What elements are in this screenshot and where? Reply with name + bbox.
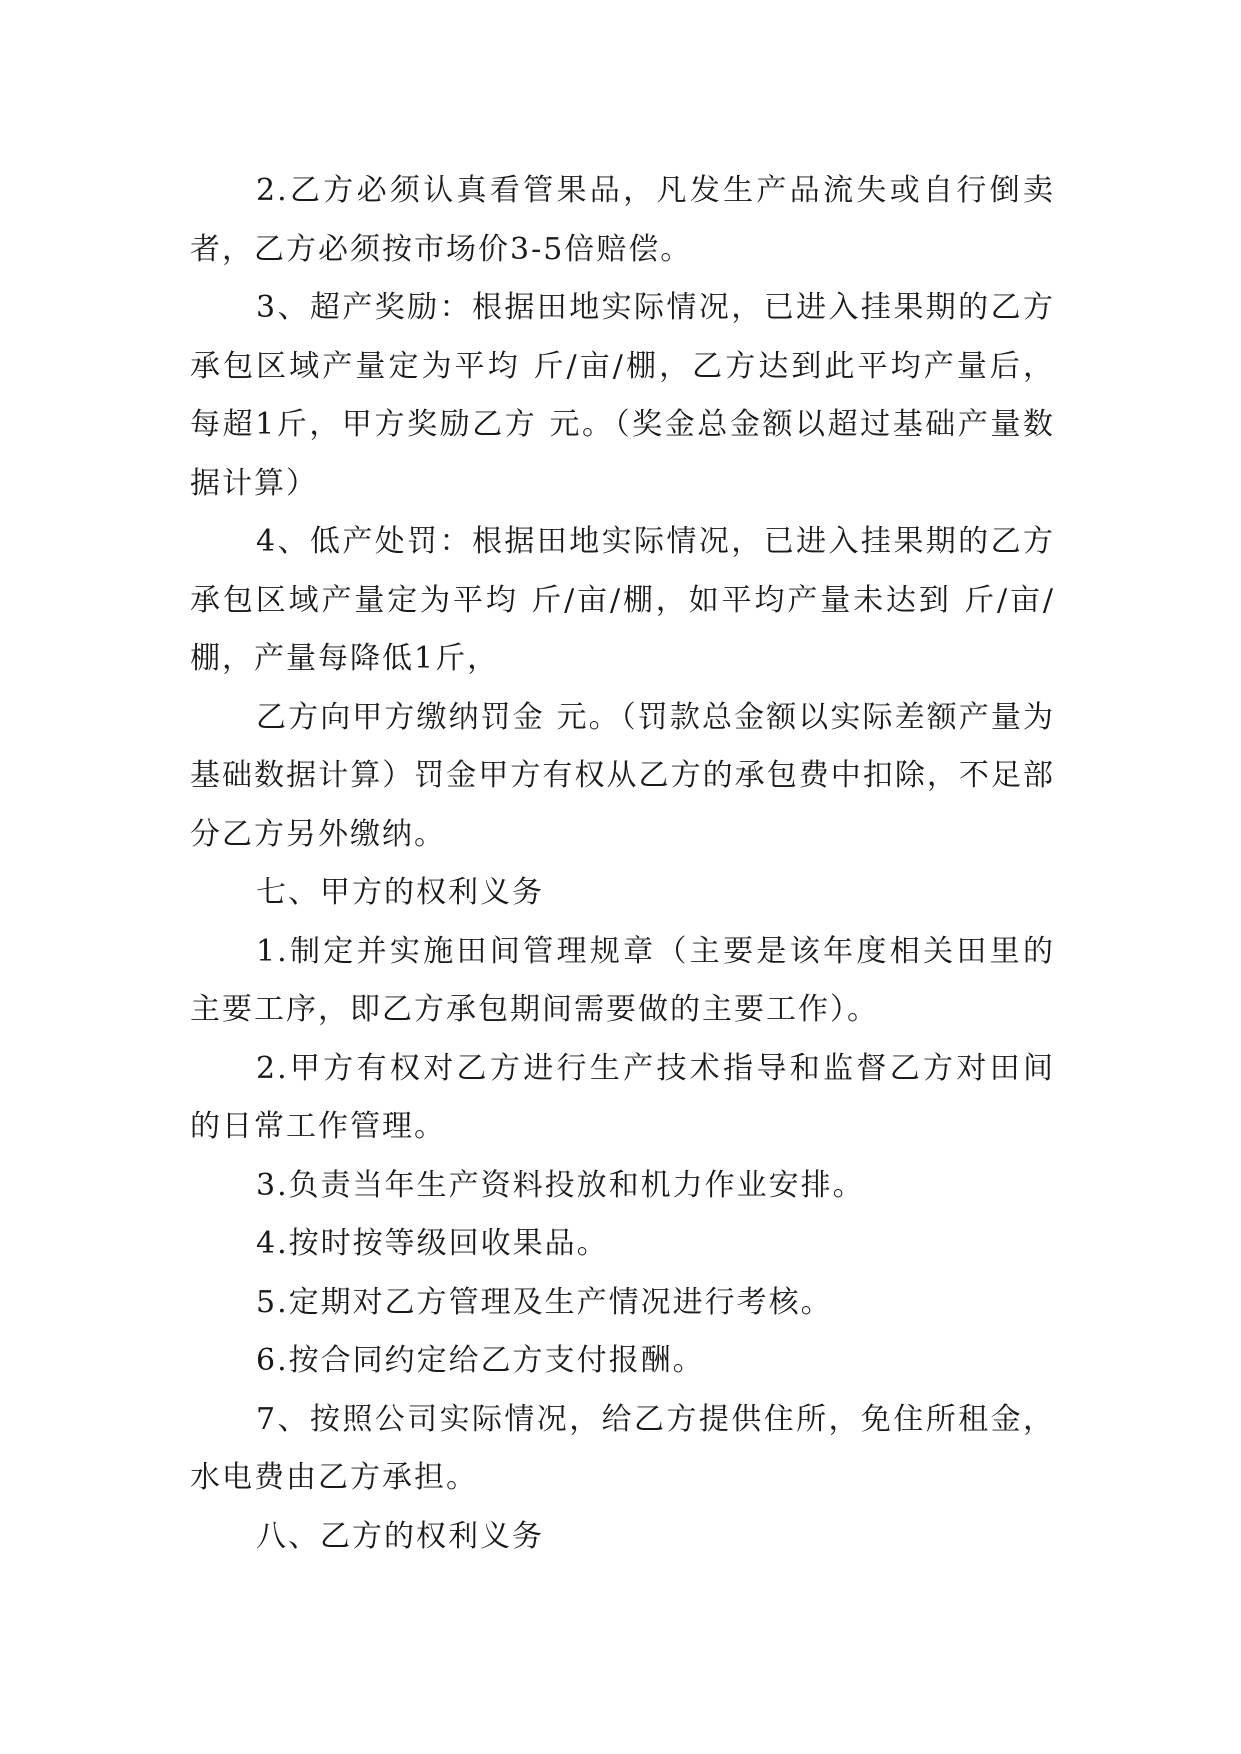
paragraph-party-a-item-2: 2.甲方有权对乙方进行生产技术指导和监督乙方对田间的日常工作管理。 <box>190 1050 1055 1144</box>
paragraph-low-yield-penalty: 4、低产处罚：根据田地实际情况，已进入挂果期的乙方承包区域产量定为平均 斤/亩/棚，如平均产量未达到 斤/亩/棚，产量每降低1斤， <box>190 524 1055 676</box>
paragraph-party-a-item-5: 5.定期对乙方管理及生产情况进行考核。 <box>256 1284 833 1320</box>
paragraph-overproduction-reward: 3、超产奖励：根据田地实际情况，已进入挂果期的乙方承包区域产量定为平均 斤/亩/棚，乙方达到此平均产量后，每超1斤，甲方奖励乙方 元。（奖金总金额以超过基础产量数据计算） <box>190 290 1055 501</box>
paragraph-party-a-item-1: 1.制定并实施田间管理规章（主要是该年度相关田里的主要工序，即乙方承包期间需要做的主要工作）。 <box>190 933 1055 1027</box>
section-heading-party-b: 八、乙方的权利义务 <box>256 1518 544 1554</box>
section-heading-party-a: 七、甲方的权利义务 <box>256 875 544 910</box>
paragraph-party-a-item-4: 4.按时按等级回收果品。 <box>256 1226 609 1261</box>
paragraph-party-a-item-3: 3.负责当年生产资料投放和机力作业安排。 <box>256 1167 865 1203</box>
document-body <box>190 162 1055 1566</box>
paragraph-penalty-payment: 乙方向甲方缴纳罚金 元。（罚款总金额以实际差额产量为基础数据计算）罚金甲方有权从乙方的承包费中扣除，不足部分乙方另外缴纳。 <box>190 699 1055 852</box>
paragraph-clause-2: 2.乙方必须认真看管果品，凡发生产品流失或自行倒卖者，乙方必须按市场价3-5倍赔偿。 <box>190 173 1055 267</box>
paragraph-party-a-item-7: 7、按照公司实际情况，给乙方提供住所，免住所租金，水电费由乙方承担。 <box>190 1401 1055 1495</box>
paragraph-party-a-item-6: 6.按合同约定给乙方支付报酬。 <box>256 1343 705 1378</box>
